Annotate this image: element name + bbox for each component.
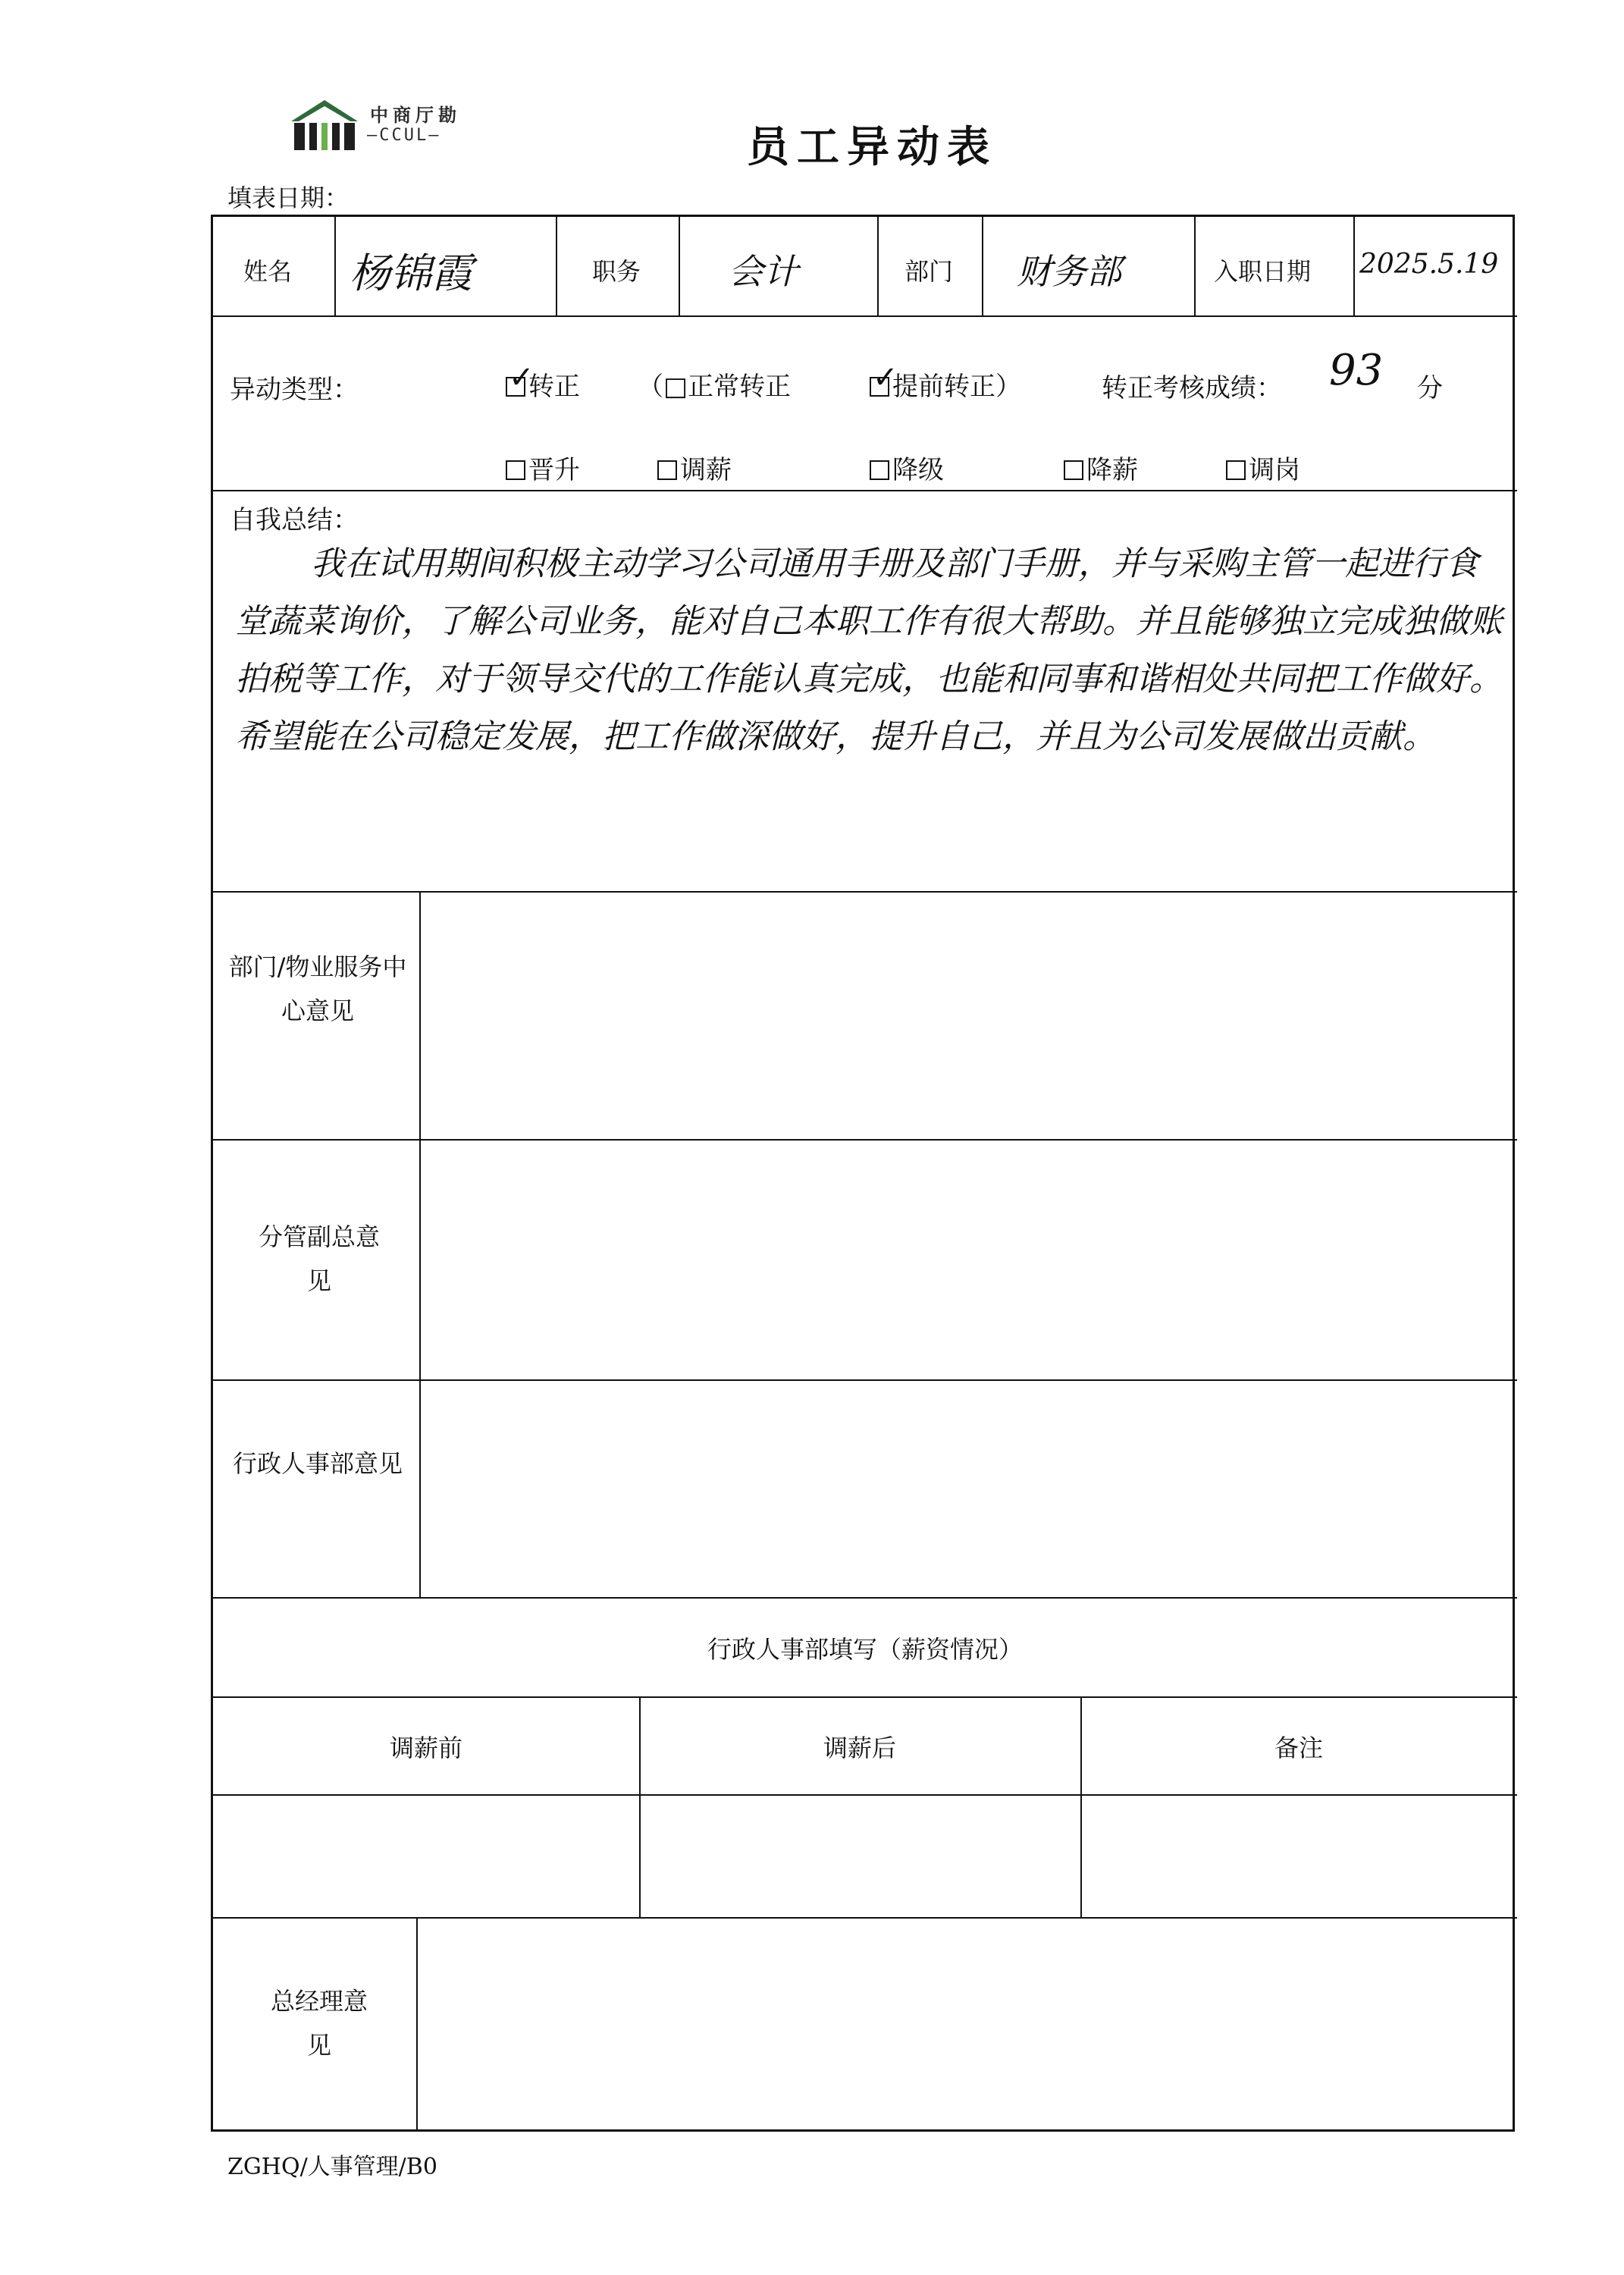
self-summary-text: 我在试用期间积极主动学习公司通用手册及部门手册，并与采购主管一起进行食堂蔬菜询价，了解公司业务，能对自己本职工作有很大帮助。并且能够独立完成独做账拍税等工作，对于领导交代的工作能认真完成，也能和同事和谐相处共同把工作做好。希望能在公司稳定发展，把工作做深做好，提升自己，并且为公司发展做出贡献。 bbox=[235, 544, 1503, 756]
checkbox-box bbox=[506, 360, 535, 397]
promotion-label: 晋升 bbox=[528, 455, 580, 485]
gm-opinion-label: 总经理意 见 bbox=[270, 1987, 393, 2060]
row-divider bbox=[213, 1379, 1517, 1381]
vice-gm-opinion-label: 分管副总意 见 bbox=[258, 1222, 405, 1295]
checkbox-salary-adjust[interactable] bbox=[657, 449, 732, 486]
row-divider bbox=[213, 315, 1517, 317]
logo-chinese-text: 中商厅勘 bbox=[370, 105, 461, 126]
dept-label: 部门 bbox=[904, 257, 954, 286]
col-divider bbox=[982, 217, 983, 315]
page-title: 员工异动表 bbox=[747, 123, 997, 172]
row-divider bbox=[213, 1597, 1517, 1599]
salary-section-title: 行政人事部填写（薪资情况） bbox=[707, 1635, 1023, 1664]
col-divider bbox=[556, 217, 557, 315]
checkbox-box bbox=[1226, 460, 1246, 480]
checkbox-regularize[interactable] bbox=[506, 360, 580, 403]
dept-value: 财务部 bbox=[1017, 251, 1121, 292]
col-divider bbox=[416, 1917, 418, 2132]
early-regularize-label: 提前转正） bbox=[892, 372, 1021, 402]
checkbox-normal-regularize[interactable] bbox=[638, 366, 791, 403]
position-value: 会计 bbox=[729, 251, 798, 292]
self-summary-label: 自我总结： bbox=[230, 505, 359, 535]
entry-date-value: 2025.5.19 bbox=[1359, 249, 1499, 280]
col-divider bbox=[419, 891, 421, 1597]
row-divider bbox=[213, 1794, 1517, 1796]
row-divider bbox=[213, 1696, 1517, 1698]
row-divider bbox=[213, 891, 1517, 893]
col-divider bbox=[1353, 217, 1355, 315]
col-divider bbox=[877, 217, 879, 315]
checkbox-box bbox=[870, 460, 889, 480]
checkbox-box bbox=[506, 460, 525, 480]
col-divider bbox=[679, 217, 680, 315]
score-value: 93 bbox=[1329, 346, 1384, 395]
checkbox-early-regularize[interactable] bbox=[870, 360, 1021, 403]
row-divider bbox=[213, 1917, 1517, 1919]
hr-opinion-label: 行政人事部意见 bbox=[232, 1449, 403, 1478]
col-divider bbox=[1194, 217, 1196, 315]
salary-adjust-label: 调薪 bbox=[680, 455, 732, 485]
score-unit: 分 bbox=[1417, 373, 1443, 403]
logo-english-text: —CCUL— bbox=[367, 126, 441, 145]
checkbox-box bbox=[1064, 460, 1083, 480]
checkbox-demotion[interactable] bbox=[870, 449, 944, 486]
checkbox-box bbox=[657, 460, 677, 480]
checkmark-icon: ✓ bbox=[509, 360, 535, 395]
checkbox-transfer[interactable] bbox=[1226, 449, 1300, 486]
company-logo bbox=[287, 96, 514, 156]
checkbox-box bbox=[870, 360, 898, 397]
regularize-label: 转正 bbox=[528, 372, 580, 402]
salary-before-header: 调薪前 bbox=[389, 1734, 462, 1762]
name-label: 姓名 bbox=[243, 257, 293, 286]
dept-center-opinion-label: 部门/物业服务中心意见 bbox=[228, 952, 407, 1025]
normal-regularize-label: （□正常转正 bbox=[638, 372, 792, 402]
checkbox-promotion[interactable] bbox=[506, 449, 580, 486]
name-value: 杨锦霞 bbox=[350, 249, 472, 297]
remark-header: 备注 bbox=[1274, 1734, 1323, 1762]
checkmark-icon: ✓ bbox=[873, 360, 898, 395]
col-divider bbox=[334, 217, 336, 315]
row-divider bbox=[213, 490, 1517, 491]
change-type-label: 异动类型： bbox=[230, 375, 359, 405]
score-label: 转正考核成绩： bbox=[1102, 373, 1282, 403]
position-label: 职务 bbox=[592, 257, 641, 286]
form-table bbox=[211, 215, 1515, 2132]
salary-after-header: 调薪后 bbox=[823, 1734, 896, 1762]
row-divider bbox=[213, 1139, 1517, 1141]
fill-date-label: 填表日期： bbox=[227, 184, 350, 212]
transfer-label: 调岗 bbox=[1249, 455, 1300, 485]
entry-date-label: 入职日期 bbox=[1214, 257, 1312, 286]
salary-cut-label: 降薪 bbox=[1086, 455, 1138, 485]
checkbox-salary-cut[interactable] bbox=[1064, 449, 1138, 486]
demotion-label: 降级 bbox=[892, 455, 944, 485]
document-code: ZGHQ/人事管理/B0 bbox=[227, 2154, 437, 2180]
logo-building-icon bbox=[287, 96, 362, 153]
